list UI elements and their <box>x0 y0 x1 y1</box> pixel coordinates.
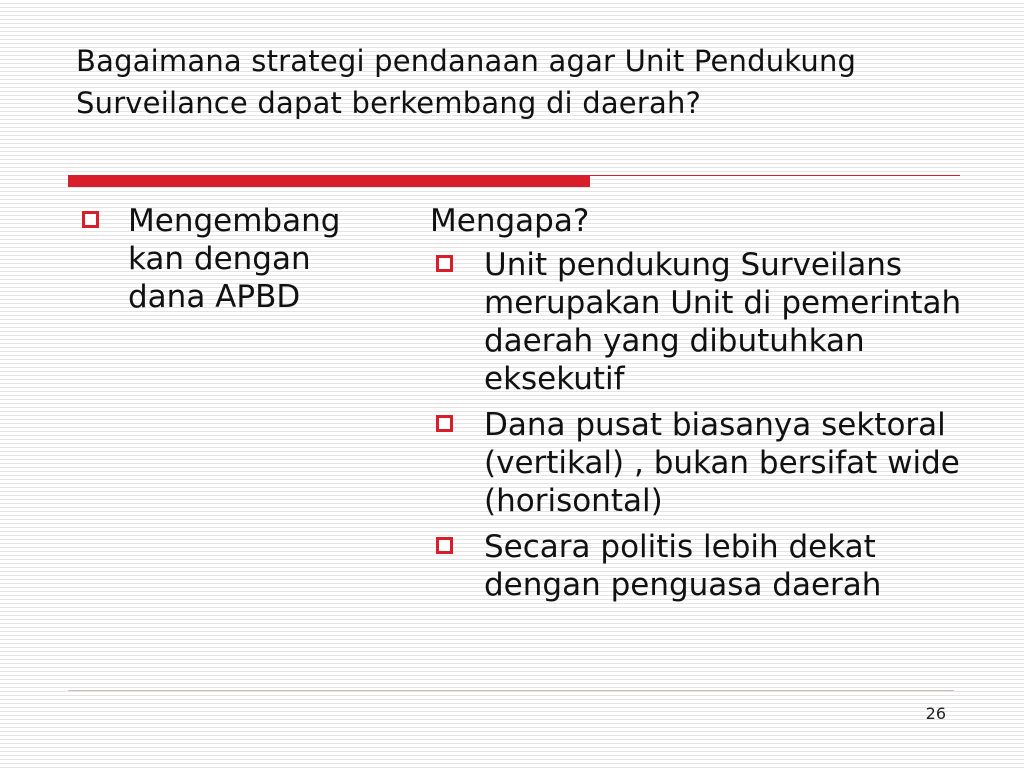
list-item <box>76 202 396 316</box>
list-item <box>430 246 990 398</box>
list-item-text: Dana pusat biasanya sektoral (vertikal) , bukan bersifat wide (horisontal) <box>484 407 960 519</box>
square-bullet-icon <box>436 255 453 272</box>
list-item-text: Secara politis lebih dekat dengan penguasa daerah <box>484 529 882 603</box>
left-column <box>76 202 396 324</box>
footer-divider <box>68 690 954 691</box>
slide-title: Bagaimana strategi pendanaan agar Unit Pendukung Surveilance dapat berkembang di daerah? <box>76 44 857 120</box>
list-item <box>430 528 990 604</box>
square-bullet-icon <box>436 537 453 554</box>
title-underline-thin <box>590 175 960 176</box>
square-bullet-icon <box>436 415 453 432</box>
list-item-text: Mengembang kan dengan dana APBD <box>128 203 341 315</box>
square-bullet-icon <box>82 211 99 228</box>
right-column <box>430 202 990 612</box>
list-item-text: Unit pendukung Surveilans merupakan Unit di pemerintah daerah yang dibutuhkan eksekutif <box>484 247 962 397</box>
title-underline-thick <box>68 175 590 187</box>
list-item <box>430 406 990 520</box>
right-column-heading: Mengapa? <box>430 203 590 239</box>
page-number: 26 <box>925 704 946 723</box>
